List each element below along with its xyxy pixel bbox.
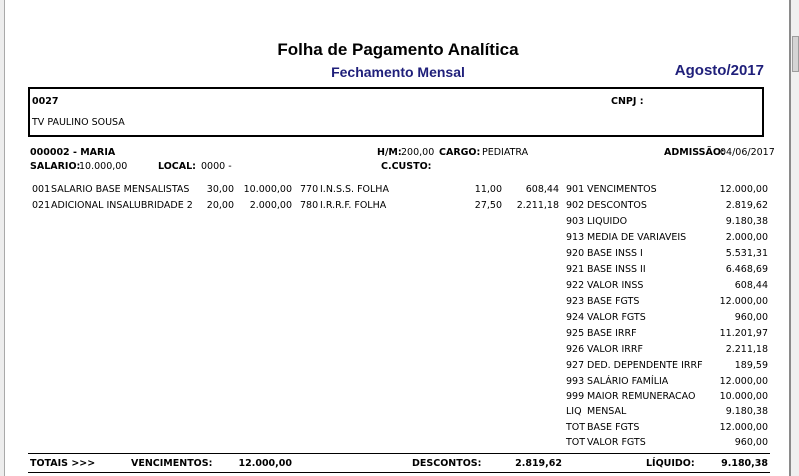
local-value: 0000 - <box>201 161 232 172</box>
summary-code: 927 <box>566 360 585 371</box>
summary-desc: VALOR FGTS <box>587 312 646 323</box>
company-name: TV PAULINO SOUSA <box>32 117 125 128</box>
summary-desc: BASE INSS I <box>587 248 643 259</box>
summary-value: 2.819,62 <box>725 200 768 211</box>
summary-code: 901 <box>566 184 585 195</box>
summary-desc: VENCIMENTOS <box>587 184 657 195</box>
summary-value: 6.468,69 <box>725 264 768 275</box>
salario-value: 10.000,00 <box>79 161 128 172</box>
summary-code: 925 <box>566 328 585 339</box>
summary-desc: DESCONTOS <box>587 200 647 211</box>
summary-desc: SALÁRIO FAMÍLIA <box>587 376 669 387</box>
totals-vencimentos-label: VENCIMENTOS: <box>131 458 213 469</box>
summary-code: 924 <box>566 312 585 323</box>
summary-value: 12.000,00 <box>719 422 768 433</box>
summary-value: 5.531,31 <box>725 248 768 259</box>
summary-value: 12.000,00 <box>719 296 768 307</box>
ccusto-label: C.CUSTO: <box>381 161 432 172</box>
earning-ref: 30,00 <box>206 184 234 195</box>
earning-value: 10.000,00 <box>243 184 292 195</box>
report-subtitle: Fechamento Mensal <box>331 64 465 80</box>
earning-value: 2.000,00 <box>249 200 292 211</box>
admissao-label: ADMISSÃO: <box>664 147 725 158</box>
resize-handle[interactable] <box>792 36 799 72</box>
totals-descontos-value: 2.819,62 <box>515 458 562 469</box>
summary-code: TOT <box>566 422 586 433</box>
deduction-desc: I.R.R.F. FOLHA <box>320 200 387 211</box>
report-period: Agosto/2017 <box>674 62 764 79</box>
employee-id-name: 000002 - MARIA <box>30 147 116 158</box>
summary-value: 608,44 <box>734 280 768 291</box>
totals-liquido-label: LÍQUIDO: <box>646 458 695 469</box>
summary-value: 11.201,97 <box>719 328 768 339</box>
hm-label: H/M: <box>377 147 402 158</box>
summary-desc: VALOR INSS <box>587 280 644 291</box>
admissao-value: 04/06/2017 <box>720 147 775 158</box>
summary-desc: LIQUIDO <box>587 216 628 227</box>
summary-value: 2.211,18 <box>725 344 768 355</box>
summary-code: 902 <box>566 200 585 211</box>
summary-code: 926 <box>566 344 585 355</box>
deduction-code: 780 <box>300 200 319 211</box>
summary-desc: VALOR FGTS <box>587 437 646 448</box>
summary-code: TOT <box>566 437 586 448</box>
company-code: 0027 <box>32 96 59 107</box>
summary-value: 10.000,00 <box>719 391 768 402</box>
summary-code: 999 <box>566 391 585 402</box>
summary-desc: BASE IRRF <box>587 328 637 339</box>
summary-value: 960,00 <box>734 312 768 323</box>
company-box <box>28 87 764 137</box>
deduction-desc: I.N.S.S. FOLHA <box>320 184 389 195</box>
cargo-label: CARGO: <box>439 147 481 158</box>
summary-value: 9.180,38 <box>725 216 768 227</box>
totals-separator <box>28 453 770 454</box>
summary-desc: DED. DEPENDENTE IRRF <box>587 360 703 371</box>
totals-bottom-rule <box>28 472 770 473</box>
totals-vencimentos-value: 12.000,00 <box>238 458 292 469</box>
totals-liquido-value: 9.180,38 <box>721 458 768 469</box>
summary-value: 2.000,00 <box>725 232 768 243</box>
cnpj-label: CNPJ : <box>611 96 644 107</box>
deduction-value: 2.211,18 <box>516 200 559 211</box>
cargo-value: PEDIATRA <box>482 147 529 158</box>
summary-desc: MEDIA DE VARIAVEIS <box>587 232 687 243</box>
summary-code: 993 <box>566 376 585 387</box>
summary-desc: BASE FGTS <box>587 422 640 433</box>
summary-code: 923 <box>566 296 585 307</box>
summary-desc: BASE INSS II <box>587 264 646 275</box>
earning-code: 001 <box>32 184 51 195</box>
local-label: LOCAL: <box>158 161 196 172</box>
summary-value: 9.180,38 <box>725 406 768 417</box>
deduction-code: 770 <box>300 184 319 195</box>
deduction-ref: 27,50 <box>474 200 502 211</box>
window-left-border <box>0 0 5 476</box>
summary-desc: VALOR IRRF <box>587 344 643 355</box>
earning-desc: ADICIONAL INSALUBRIDADE 2 <box>51 200 193 211</box>
summary-code: 913 <box>566 232 585 243</box>
summary-desc: MAIOR REMUNERACAO <box>587 391 696 402</box>
summary-code: 922 <box>566 280 585 291</box>
earning-code: 021 <box>32 200 51 211</box>
totals-descontos-label: DESCONTOS: <box>412 458 482 469</box>
salario-label: SALARIO: <box>30 161 81 172</box>
summary-desc: BASE FGTS <box>587 296 640 307</box>
summary-value: 12.000,00 <box>719 376 768 387</box>
hm-value: 200,00 <box>401 147 435 158</box>
deduction-ref: 11,00 <box>474 184 502 195</box>
totals-label: TOTAIS >>> <box>30 458 96 469</box>
summary-code: 921 <box>566 264 585 275</box>
summary-desc: MENSAL <box>587 406 627 417</box>
summary-code: 920 <box>566 248 585 259</box>
summary-value: 960,00 <box>734 437 768 448</box>
report-title: Folha de Pagamento Analítica <box>277 40 519 59</box>
earning-ref: 20,00 <box>206 200 234 211</box>
deduction-value: 608,44 <box>525 184 559 195</box>
summary-code: LIQ <box>566 406 582 417</box>
summary-value: 189,59 <box>734 360 768 371</box>
summary-code: 903 <box>566 216 585 227</box>
summary-value: 12.000,00 <box>719 184 768 195</box>
earning-desc: SALARIO BASE MENSALISTAS <box>51 184 190 195</box>
